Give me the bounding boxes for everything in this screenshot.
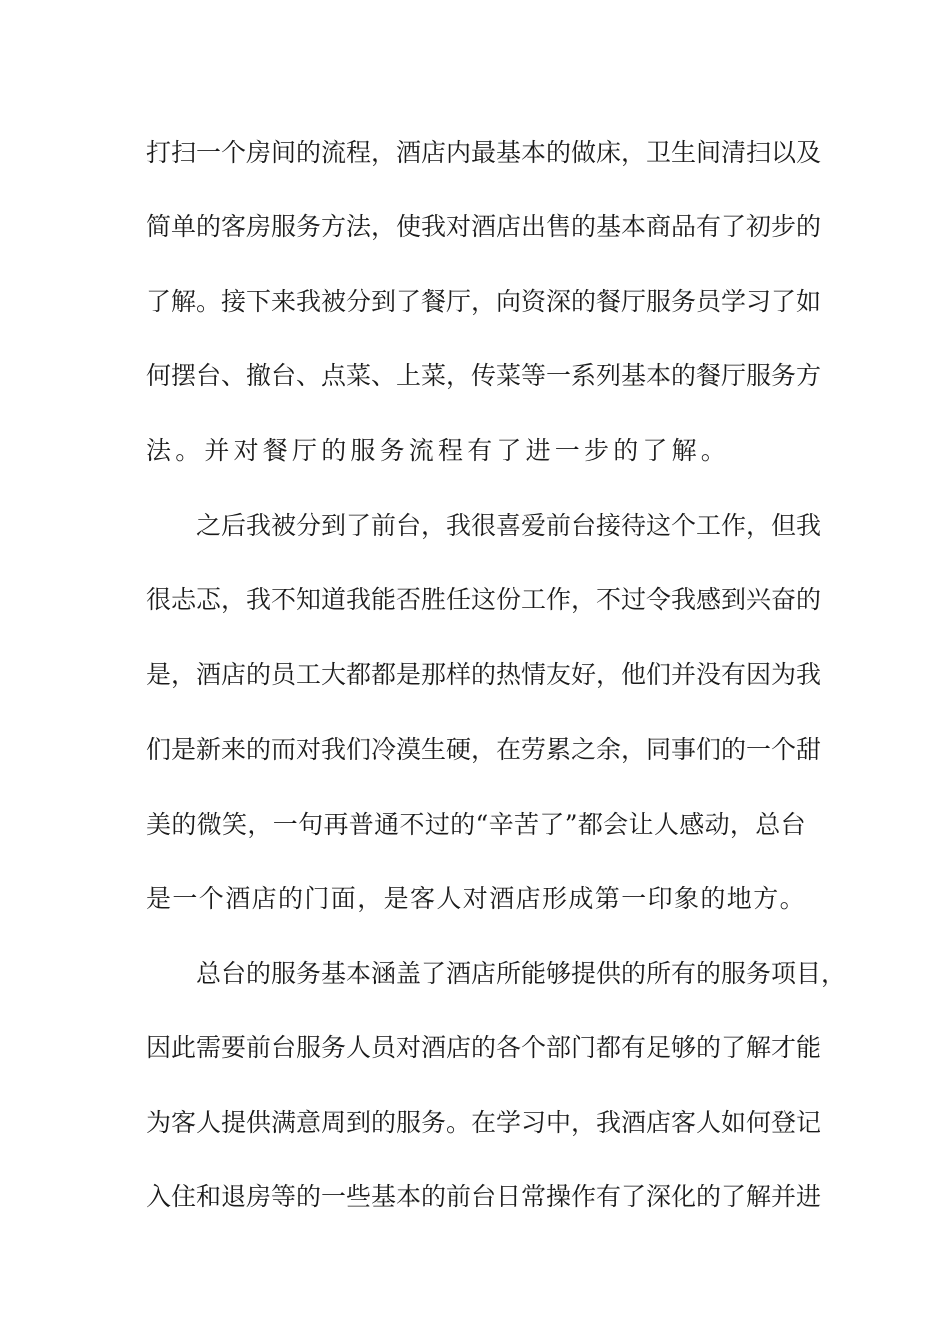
text-line: 法。并对餐厅的服务流程有了进一步的了解。 — [146, 436, 731, 465]
text-line: 因此需要前台服务人员对酒店的各个部门都有足够的了解才能 — [146, 1033, 822, 1062]
paragraph-start-line: 之后我被分到了前台，我很喜爱前台接待这个工作，但我 — [196, 511, 822, 540]
text-line: 是，酒店的员工大都都是那样的热情友好，他们并没有因为我 — [146, 660, 822, 689]
text-line: 很忐忑，我不知道我能否胜任这份工作，不过令我感到兴奋的 — [146, 585, 822, 614]
paragraph-start-line: 总台的服务基本涵盖了酒店所能够提供的所有的服务项目， — [196, 959, 847, 988]
text-line: 何摆台、撤台、点菜、上菜，传菜等一系列基本的餐厅服务方 — [146, 361, 822, 390]
text-line: 简单的客房服务方法，使我对酒店出售的基本商品有了初步的 — [146, 212, 822, 241]
text-line: 入住和退房等的一些基本的前台日常操作有了深化的了解并进 — [146, 1182, 822, 1211]
text-line: 了解。接下来我被分到了餐厅，向资深的餐厅服务员学习了如 — [146, 287, 822, 316]
text-line: 们是新来的而对我们冷漠生硬，在劳累之余，同事们的一个甜 — [146, 735, 822, 764]
text-line: 是一个酒店的门面，是客人对酒店形成第一印象的地方。 — [146, 884, 807, 913]
text-line: 美的微笑，一句再普通不过的“辛苦了”都会让人感动，总台 — [146, 810, 806, 839]
text-line: 为客人提供满意周到的服务。在学习中，我酒店客人如何登记 — [146, 1108, 822, 1137]
text-line: 打扫一个房间的流程，酒店内最基本的做床，卫生间清扫以及 — [146, 138, 822, 167]
